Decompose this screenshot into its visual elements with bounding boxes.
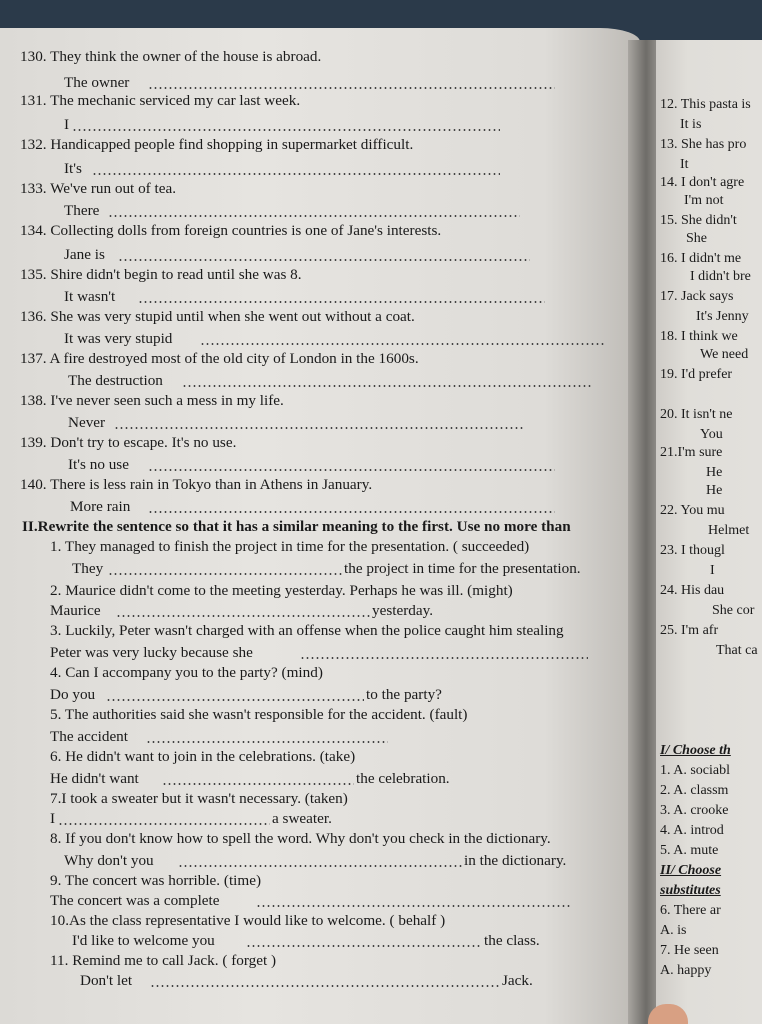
answer-blank[interactable] (92, 173, 500, 175)
right-page-line: 5. A. mute (660, 843, 719, 858)
exercise-line: 11. Remind me to call Jack. ( forget ) (50, 952, 277, 969)
right-page-line: He (706, 483, 723, 498)
exercise-line: Jane is (64, 246, 105, 263)
exercise-line: Maurice (50, 602, 101, 619)
exercise-line: 134. Collecting dolls from foreign countries is one of Jane's interests. (20, 222, 442, 239)
right-page-line: It is (680, 117, 702, 132)
right-page-line: I (710, 563, 715, 578)
exercise-line: the project in time for the presentation. (344, 560, 581, 577)
exercise-line: It wasn't (64, 288, 116, 305)
exercise-line: The destruction (68, 372, 163, 389)
answer-blank[interactable] (108, 573, 342, 575)
right-page-line: I didn't bre (690, 269, 751, 284)
right-page-line: You (700, 427, 723, 442)
answer-blank[interactable] (148, 87, 555, 89)
exercise-line: to the party? (366, 686, 442, 703)
right-page-line: He (706, 465, 723, 480)
exercise-line: It's no use (68, 456, 129, 473)
exercise-line: 7.I took a sweater but it wasn't necessary. (taken) (50, 790, 348, 807)
exercise-line: 8. If you don't know how to spell the word. Why don't you check in the dictionary. (50, 830, 551, 847)
exercise-line: 5. The authorities said she wasn't responsible for the accident. (fault) (50, 706, 468, 723)
answer-blank[interactable] (138, 301, 545, 303)
exercise-line: 137. A fire destroyed most of the old city of London in the 1600s. (20, 350, 419, 367)
exercise-line: 136. She was very stupid until when she went out without a coat. (20, 308, 415, 325)
exercise-line: The concert was a complete (50, 892, 220, 909)
exercise-line: 130. They think the owner of the house is abroad. (20, 48, 322, 65)
right-page-line: 19. I'd prefer (660, 367, 733, 382)
answer-blank[interactable] (200, 343, 605, 345)
answer-blank[interactable] (106, 699, 364, 701)
right-page-line: She (686, 231, 707, 246)
exercise-line: 131. The mechanic serviced my car last week. (20, 92, 301, 109)
exercise-line: It's (64, 160, 82, 177)
answer-blank[interactable] (72, 129, 500, 131)
right-page-line: It's Jenny (696, 309, 749, 324)
right-page-line: 15. She didn't (660, 213, 737, 228)
exercise-line: yesterday. (372, 602, 434, 619)
right-page-line: 17. Jack says (660, 289, 734, 304)
right-page-line: 3. A. crooke (660, 803, 729, 818)
answer-blank[interactable] (300, 657, 588, 659)
answer-blank[interactable] (162, 783, 354, 785)
answer-blank[interactable] (58, 823, 270, 825)
right-page-line: A. is (660, 923, 687, 938)
exercise-line: a sweater. (272, 810, 332, 827)
right-page-line: 23. I thougl (660, 543, 725, 558)
exercise-line: II.Rewrite the sentence so that it has a similar meaning to the first. Use no more than (22, 518, 571, 535)
exercise-line: The owner (64, 74, 130, 91)
right-page-line: I'm not (684, 193, 724, 208)
exercise-line: I (50, 810, 56, 827)
exercise-line: Why don't you (64, 852, 154, 869)
answer-blank[interactable] (246, 945, 482, 947)
answer-blank[interactable] (178, 865, 462, 867)
exercise-line: Do you (50, 686, 96, 703)
exercise-line: Jack. (502, 972, 533, 989)
exercise-line: 132. Handicapped people find shopping in supermarket difficult. (20, 136, 414, 153)
exercise-line: 10.As the class representative I would like to welcome. ( behalf ) (50, 912, 446, 929)
right-page-line: 14. I don't agre (660, 175, 745, 190)
exercise-line: 138. I've never seen such a mess in my life. (20, 392, 284, 409)
right-page-line: 22. You mu (660, 503, 725, 518)
right-page (656, 40, 762, 1024)
right-page-line: II/ Choose (660, 863, 722, 878)
answer-blank[interactable] (116, 615, 370, 617)
exercise-line: It was very stupid (64, 330, 173, 347)
right-page-line: That ca (716, 643, 758, 658)
right-page-line: 21.I'm sure (660, 445, 723, 460)
exercise-line: Don't let (80, 972, 133, 989)
right-page-line: 20. It isn't ne (660, 407, 733, 422)
exercise-line: Never (68, 414, 106, 431)
exercise-line: 6. He didn't want to join in the celebrations. (take) (50, 748, 356, 765)
right-page-line: 7. He seen (660, 943, 719, 958)
exercise-line: They (72, 560, 104, 577)
answer-blank[interactable] (150, 985, 500, 987)
left-page (0, 28, 640, 1024)
answer-blank[interactable] (182, 385, 592, 387)
exercise-line: More rain (70, 498, 131, 515)
right-page-line: I/ Choose th (660, 743, 731, 758)
exercise-line: 2. Maurice didn't come to the meeting yesterday. Perhaps he was ill. (might) (50, 582, 513, 599)
right-page-line: 2. A. classm (660, 783, 729, 798)
exercise-line: the celebration. (356, 770, 450, 787)
exercise-line: 139. Don't try to escape. It's no use. (20, 434, 237, 451)
right-page-line: 13. She has pro (660, 137, 747, 152)
answer-blank[interactable] (256, 905, 570, 907)
answer-blank[interactable] (146, 741, 388, 743)
right-page-line: 12. This pasta is (660, 97, 751, 112)
exercise-line: There (64, 202, 100, 219)
right-page-line: She cor (712, 603, 755, 618)
exercise-line: 140. There is less rain in Tokyo than in Athens in January. (20, 476, 373, 493)
exercise-line: I'd like to welcome you (72, 932, 215, 949)
right-page-line: We need (700, 347, 749, 362)
exercise-line: The accident (50, 728, 128, 745)
exercise-line: Peter was very lucky because she (50, 644, 253, 661)
exercise-line: 9. The concert was horrible. (time) (50, 872, 262, 889)
right-page-line: 24. His dau (660, 583, 725, 598)
exercise-line: I (64, 116, 70, 133)
exercise-line: 3. Luckily, Peter wasn't charged with an offense when the police caught him stealing (50, 622, 564, 639)
right-page-line: 6. There ar (660, 903, 721, 918)
answer-blank[interactable] (118, 259, 530, 261)
right-page-line: Helmet (708, 523, 750, 538)
exercise-line: the class. (484, 932, 540, 949)
answer-blank[interactable] (148, 469, 555, 471)
right-page-line: 16. I didn't me (660, 251, 742, 266)
exercise-line: 4. Can I accompany you to the party? (mind) (50, 664, 323, 681)
exercise-line: He didn't want (50, 770, 139, 787)
answer-blank[interactable] (108, 215, 520, 217)
right-page-line: A. happy (660, 963, 712, 978)
right-page-line: substitutes (660, 883, 721, 898)
exercise-line: 135. Shire didn't begin to read until she was 8. (20, 266, 302, 283)
right-page-line: 1. A. sociabl (660, 763, 730, 778)
right-page-line: 18. I think we (660, 329, 738, 344)
answer-blank[interactable] (148, 511, 555, 513)
exercise-line: in the dictionary. (464, 852, 567, 869)
exercise-line: 1. They managed to finish the project in time for the presentation. ( succeeded) (50, 538, 530, 555)
right-page-line: It (680, 157, 689, 172)
right-page-line: 4. A. introd (660, 823, 724, 838)
exercise-line: 133. We've run out of tea. (20, 180, 177, 197)
answer-blank[interactable] (114, 427, 525, 429)
right-page-line: 25. I'm afr (660, 623, 719, 638)
